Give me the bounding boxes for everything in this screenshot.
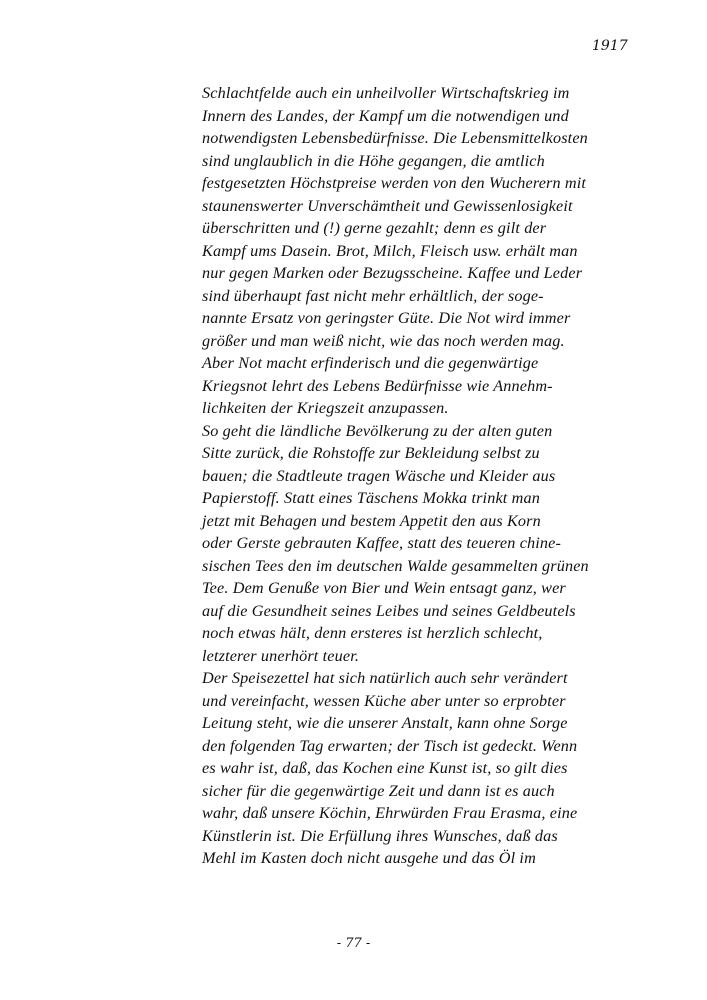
- text-line: letzterer unerhört teuer.: [202, 646, 360, 665]
- text-line: Kampf ums Dasein. Brot, Milch, Fleisch usw. erhält man: [202, 241, 578, 260]
- text-line: und vereinfacht, wessen Küche aber unter so erprobter: [202, 691, 566, 710]
- text-line: noch etwas hält, denn ersteres ist herzlich schlecht,: [202, 624, 543, 642]
- text-line: Sitte zurück, die Rohstoffe zur Bekleidung selbst zu: [202, 444, 540, 462]
- text-line: Mehl im Kasten doch nicht ausgehe und das Öl im: [202, 849, 536, 867]
- text-line: den folgenden Tag erwarten; der Tisch ist gedeckt. Wenn: [202, 736, 578, 755]
- handwritten-body-text: [202, 84, 642, 872]
- text-line: Tee. Dem Genuße von Bier und Wein entsagt ganz, wer: [202, 579, 566, 597]
- text-line: wahr, daß unsere Köchin, Ehrwürden Frau Erasma, eine: [202, 804, 578, 822]
- text-line: Papierstoff. Statt eines Täschens Mokka trinkt man: [202, 489, 540, 507]
- text-line: es wahr ist, daß, das Kochen eine Kunst ist, so gilt dies: [202, 759, 568, 777]
- text-line: Schlachtfelde auch ein unheilvoller Wirtschaftskrieg im: [202, 84, 570, 102]
- text-line: sind überhaupt fast nicht mehr erhältlich, der soge-: [202, 286, 544, 305]
- text-line: notwendigsten Lebensbedürfnisse. Die Lebensmittelkosten: [202, 129, 588, 147]
- text-line: jetzt mit Behagen und bestem Appetit den aus Korn: [202, 511, 541, 530]
- text-line: lichkeiten der Kriegszeit anzupassen.: [202, 399, 449, 417]
- text-line: So geht die ländliche Bevölkerung zu der alten guten: [202, 421, 553, 440]
- text-line: nannte Ersatz von geringster Güte. Die Not wird immer: [202, 309, 571, 327]
- text-line: überschritten und (!) gerne gezahlt; denn es gilt der: [202, 219, 547, 237]
- text-line: sind unglaublich in die Höhe gegangen, die amtlich: [202, 151, 545, 170]
- text-line: auf die Gesundheit seines Leibes und seines Geldbeutels: [202, 601, 576, 620]
- text-line: festgesetzten Höchstpreise werden von den Wucherern mit: [202, 174, 587, 192]
- text-line: bauen; die Stadtleute tragen Wäsche und Kleider aus: [202, 466, 556, 485]
- text-line: sicher für die gegenwärtige Zeit und dann ist es auch: [202, 781, 555, 800]
- text-line: sischen Tees den im deutschen Walde gesammelten grünen: [202, 556, 589, 575]
- text-line: Der Speisezettel hat sich natürlich auch sehr verändert: [202, 669, 568, 687]
- text-line: Leitung steht, wie die unserer Anstalt, kann ohne Sorge: [202, 714, 568, 732]
- text-line: Kriegsnot lehrt des Lebens Bedürfnisse wie Annehm-: [202, 376, 553, 395]
- text-line: Künstlerin ist. Die Erfüllung ihres Wunsches, daß das: [202, 826, 558, 845]
- page-number: - 77 -: [336, 936, 371, 951]
- text-line: oder Gerste gebrauten Kaffee, statt des teueren chine-: [202, 534, 562, 552]
- text-line: staunenswerter Unverschämtheit und Gewissenlosigkeit: [202, 196, 573, 215]
- text-line: Aber Not macht erfinderisch und die gegenwärtige: [202, 354, 539, 372]
- text-line: größer und man weiß nicht, wie das noch werden mag.: [202, 331, 565, 350]
- text-line: Innern des Landes, der Kampf um die notwendigen und: [202, 106, 569, 125]
- text-line: nur gegen Marken oder Bezugsscheine. Kaffee und Leder: [202, 264, 583, 282]
- page-year: 1917: [592, 38, 628, 54]
